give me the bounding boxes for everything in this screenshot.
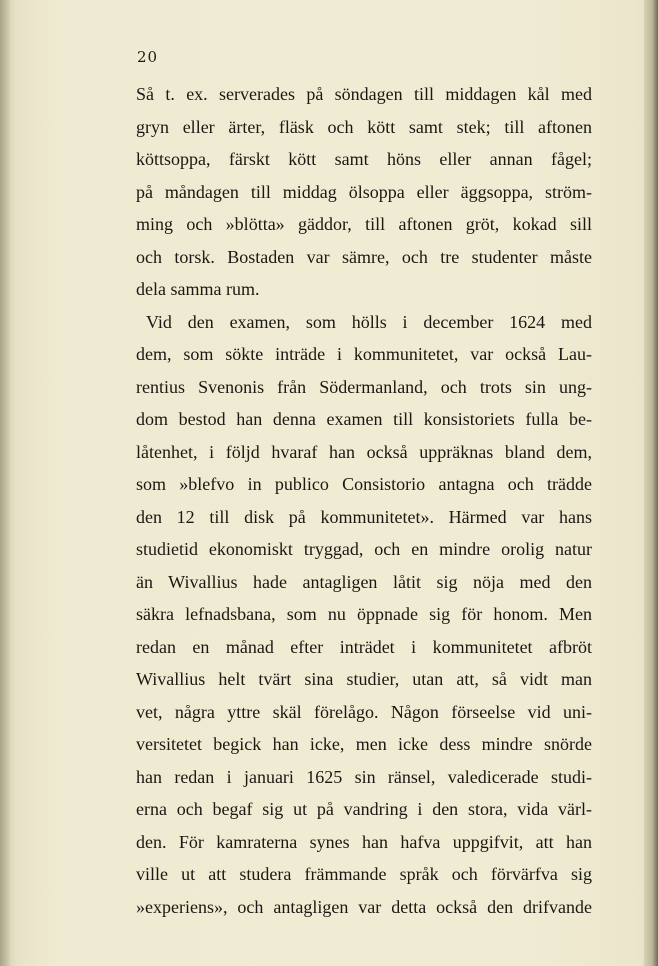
text-line: köttsoppa, färskt kött samt höns eller annan fågel; bbox=[136, 149, 592, 169]
text-line: den. För kamraterna synes han hafva uppgifvit, att han bbox=[136, 831, 592, 852]
text-line: redan en månad efter inträdet i kommunitetet afbröt bbox=[136, 636, 592, 657]
page-number: 20 bbox=[137, 48, 159, 66]
text-line: rentius Svenonis från Södermanland, och trots sin ung- bbox=[136, 376, 592, 397]
text-line: gryn eller ärter, fläsk och kött samt stek; till aftonen bbox=[136, 116, 592, 137]
text-line: på måndagen till middag ölsoppa eller äggsoppa, ström- bbox=[136, 181, 592, 202]
text-line: versitetet begick han icke, men icke dess mindre snörde bbox=[136, 734, 592, 754]
text-line: som »blefvo in publico Consistorio antagna och trädde bbox=[136, 474, 592, 494]
text-line: han redan i januari 1625 sin ränsel, valedicerade studi- bbox=[136, 766, 592, 787]
page-gutter-shadow bbox=[0, 0, 10, 966]
text-line: än Wivallius hade antagligen låtit sig nöja med den bbox=[136, 571, 592, 592]
text-line: och torsk. Bostaden var sämre, och tre studenter måste bbox=[136, 246, 592, 267]
text-line: dem, som sökte inträde i kommunitetet, var också Lau- bbox=[136, 344, 592, 364]
text-line: erna och begaf sig ut på vandring i den stora, vida värl- bbox=[136, 799, 592, 819]
text-line: låtenhet, i följd hvaraf han också uppräknas bland dem, bbox=[136, 441, 592, 462]
text-line: »experiens», och antagligen var detta också den drifvande bbox=[136, 896, 592, 917]
text-line: säkra lefnadsbana, som nu öppnade sig för honom. Men bbox=[136, 604, 592, 624]
body-text bbox=[136, 78, 592, 923]
text-line: Wivallius helt tvärt sina studier, utan att, så vidt man bbox=[136, 669, 592, 689]
text-line: vet, några yttre skäl förelågo. Någon förseelse vid uni- bbox=[136, 701, 592, 722]
text-line: Så t. ex. serverades på söndagen till middagen kål med bbox=[136, 84, 592, 104]
text-line: den 12 till disk på kommunitetet». Härmed var hans bbox=[136, 506, 592, 527]
text-line: studietid ekonomiskt tryggad, och en mindre orolig natur bbox=[136, 539, 592, 559]
text-line: Vid den examen, som hölls i december 1624 med bbox=[146, 311, 592, 332]
text-line: dela samma rum. bbox=[136, 279, 260, 299]
text-line: ville ut att studera främmande språk och förvärfva sig bbox=[136, 864, 592, 884]
page-edge-shadow bbox=[644, 0, 658, 966]
text-line: dom bestod han denna examen till konsistoriets fulla be- bbox=[136, 409, 592, 429]
text-line: ming och »blötta» gäddor, till aftonen gröt, kokad sill bbox=[136, 214, 592, 234]
